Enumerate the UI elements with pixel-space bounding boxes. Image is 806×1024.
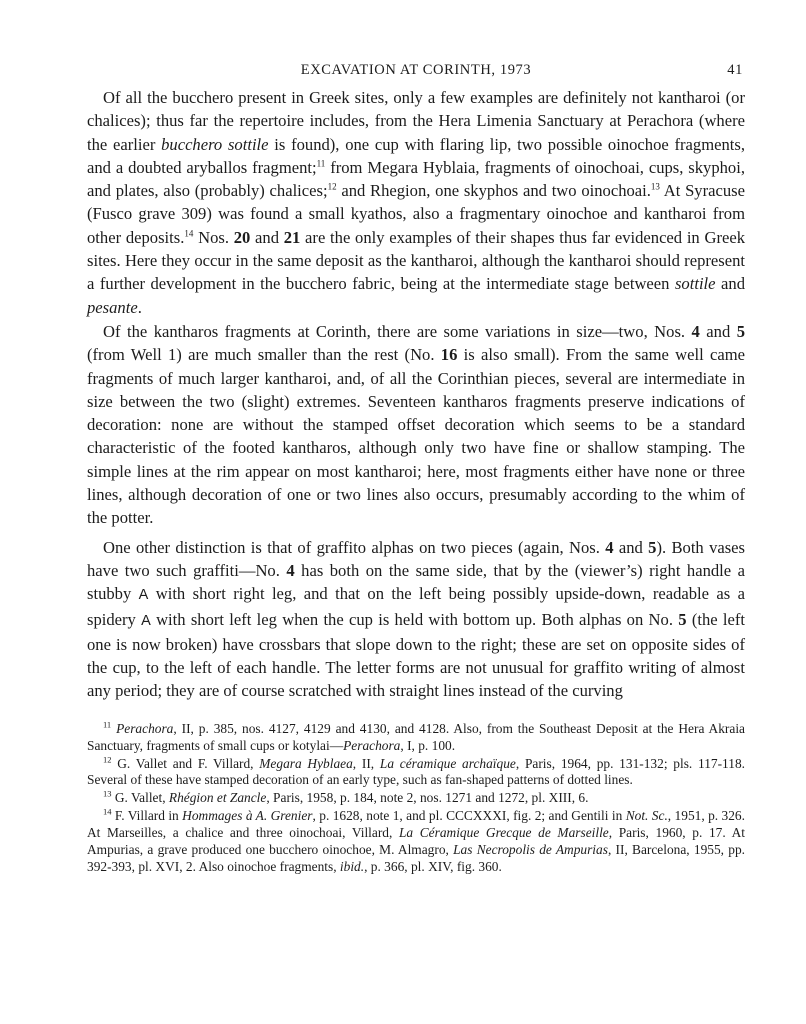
text-run: . (137, 297, 142, 317)
text-run: , II, Barcelona, 1955, pp. 392-393, pl. XVI, 2. Also oinochoe fragments, (87, 842, 745, 874)
text-run: and (715, 274, 745, 294)
footnote-12 (87, 756, 745, 790)
footnote-ref-14[interactable]: 14 (184, 228, 194, 239)
running-header (87, 58, 745, 86)
catalog-number: 16 (440, 345, 458, 365)
text-run: Of all the bucchero present in Greek sites, only a few examples are definitely not kantharoi (or chalices); thus far the repertoire includes, from the Hera Limenia Sanctuary at Perachora (where the earlier (87, 88, 745, 154)
footnote-ref-11[interactable]: 11 (316, 158, 326, 169)
footnote-14 (87, 808, 745, 876)
text-run: , p. 366, pl. XIV, fig. 360. (364, 858, 502, 874)
text-run: , I, p. 100. (400, 737, 456, 753)
footnote-13 (87, 790, 745, 807)
catalog-number: 4 (691, 321, 700, 341)
text-run: (from Well 1) are much smaller than the rest (No. (87, 345, 441, 365)
catalog-number: 5 (648, 537, 657, 557)
italic-title: Not. Sc. (625, 808, 668, 824)
catalog-number: 21 (283, 227, 301, 247)
italic-title: Las Necropolis de Ampurias (453, 842, 608, 858)
text-run: and Rhegion, one skyphos and two oinochoai. (336, 181, 651, 201)
text-run: G. Vallet, (114, 790, 169, 806)
italic-title: Megara Hyblaea (259, 755, 353, 771)
text-run: is found), one cup with flaring lip, two possible oinochoe fragments, and a doubted aryballos fragment; (87, 134, 745, 177)
italic-term: sottile (674, 274, 716, 294)
text-run: , Paris, 1958, p. 184, note 2, nos. 1271 and 1272, pl. XIII, 6. (266, 790, 589, 806)
text-run: , Paris, 1960, p. 17. At Ampurias, a grave produced one bucchero oinochoe, M. Almagro, (87, 825, 745, 858)
text-run: One other distinction is that of graffito alphas on two pieces (again, Nos. (103, 537, 606, 557)
paragraph-3 (87, 536, 745, 703)
italic-title: Hommages à A. Grenier (182, 808, 313, 824)
footnote-number: 13 (103, 788, 112, 799)
footnote-ref-13[interactable]: 13 (650, 181, 660, 192)
text-run: , 1951, p. 326. At Marseilles, a chalice and three oinochoai, Villard, (87, 808, 745, 841)
text-run: has both on the same side, that by the (viewer’s) right handle a stubby (87, 560, 745, 604)
catalog-number: 5 (736, 321, 745, 341)
text-run: , II, p. 385, nos. 4127, 4129 and 4130, and 4128. Also, from the Southeast Deposit at the Hera Akraia Sanctuary, fragments of small cups or kotylai— (87, 720, 745, 753)
text-run: At Syracuse (Fusco grave 309) was found a small kyathos, also a fragmentary oinochoe and kantharoi from other deposits. (87, 181, 745, 247)
italic-term: bucchero sottile (161, 134, 269, 154)
footnote-number: 14 (103, 806, 112, 817)
italic-title: Perachora (116, 720, 174, 736)
footnote-number: 11 (103, 719, 112, 730)
italic-title: Rhégion et Zancle (168, 790, 267, 806)
catalog-number: 4 (605, 537, 614, 557)
text-run: ). Both vases have two such graffiti—No. (87, 537, 746, 580)
page (87, 58, 745, 876)
page-number: 41 (727, 62, 743, 78)
footnotes (87, 721, 745, 876)
text-run: Nos. (193, 227, 234, 247)
text-run: with short left leg when the cup is held with bottom up. Both alphas on No. (150, 609, 679, 629)
footnote-11 (87, 721, 745, 755)
graffito-alpha: A (138, 587, 149, 604)
text-run: Of the kantharos fragments at Corinth, there are some variations in size—two, Nos. (103, 321, 692, 341)
italic-term: pesante (87, 297, 138, 317)
italic-title: La céramique archaïque (379, 755, 516, 771)
italic-title: La Céramique Grecque de Marseille (398, 825, 609, 841)
text-run: (the left one is now broken) have crossbars that slope down to the right; these are set on opposite sides of the cup, to the left of each handle. The letter forms are not unusual for graffito writing of almost any period; they are of course scratched with straight lines instead of the curving (87, 609, 745, 701)
paragraph-2 (87, 320, 745, 530)
graffito-alpha: A (141, 612, 151, 629)
text-run: is also small). From the same well came fragments of much larger kantharoi, and, of all the Corinthian pieces, several are intermediate in size between the two (slight) extremes. Seventeen kantharos fragments preserve indications of decoration: none are without the stamped offset decoration which seems to be a standard characteristic of the footed kantharos, although only two have fine or shallow stamping. The simple lines at the rim appear on most kantharoi; here, most fragments either have none or three lines, although decoration of one or two lines also occurs, presumably according to the whim of the potter. (87, 345, 745, 528)
text-run: are the only examples of their shapes thus far evidenced in Greek sites. Here they occur in the same deposit as the kantharoi, although the kantharoi should represent a further development in the bucchero fabric, being at the intermediate stage between (87, 227, 745, 294)
footnote-number: 12 (103, 754, 112, 765)
italic-title: Perachora (343, 737, 401, 753)
catalog-number: 4 (286, 560, 295, 580)
text-run: and (613, 537, 649, 557)
text-run: from Megara Hyblaia, fragments of oinochoai, cups, skyphoi, and plates, also (probably) chalices; (87, 157, 745, 201)
catalog-number: 20 (233, 227, 251, 247)
text-run: , p. 1628, note 1, and pl. CCCXXXI, fig. 2; and Gentili in (312, 808, 626, 824)
body-text (87, 86, 745, 703)
footnote-ref-12[interactable]: 12 (327, 181, 337, 192)
running-title: EXCAVATION AT CORINTH, 1973 (300, 62, 532, 78)
text-run: G. Vallet and F. Villard, (117, 755, 260, 771)
catalog-number: 5 (678, 609, 687, 629)
text-run: and (699, 321, 737, 341)
text-run: F. Villard in (114, 808, 183, 824)
text-run: , II, (352, 755, 380, 771)
paragraph-1 (87, 86, 745, 319)
text-run: and (250, 227, 284, 247)
text-run: with short right leg, and that on the left being possibly upside-down, readable as a spidery (87, 584, 745, 629)
text-run: , Paris, 1964, pp. 131-132; pls. 117-118. Several of these have stamped decoration of an early type, such as fan-shaped patterns of dotted lines. (87, 755, 745, 788)
italic-title: ibid. (339, 858, 365, 874)
